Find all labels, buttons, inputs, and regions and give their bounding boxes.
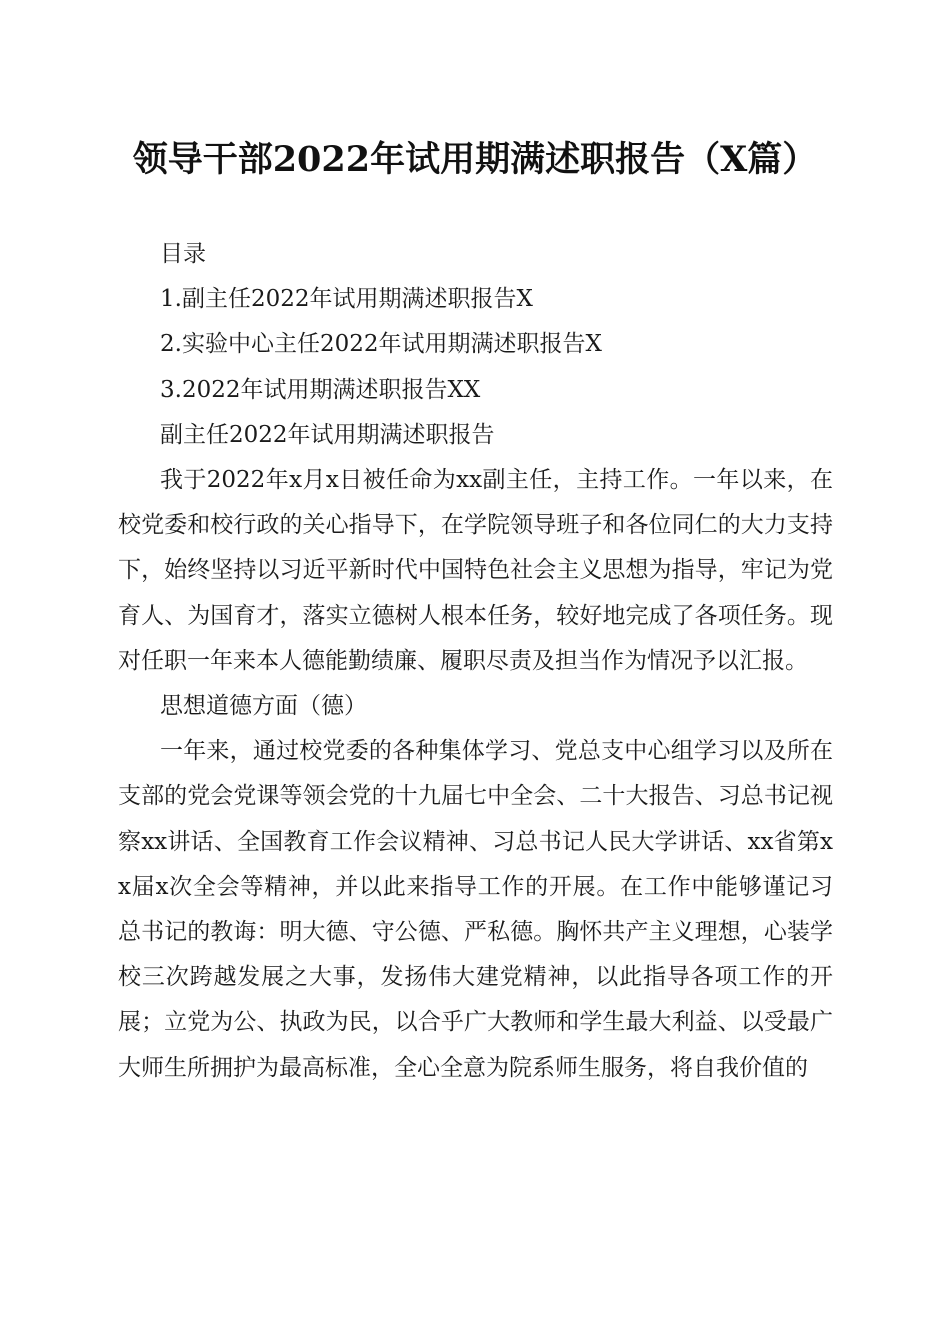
paragraph-1: 我于2022年x月x日被任命为xx副主任，主持工作。一年以来，在校党委和校行政的关心指导下，在学院领导班子和各位同仁的大力支持下，始终坚持以习近平新时代中国特色社会主义思想为指导，牢记为党育人、为国育才，落实立德树人根本任务，较好地完成了各项任务。现对任职一年来本人德能勤绩廉、履职尽责及担当作为情况予以汇报。 bbox=[118, 466, 833, 674]
toc-heading: 目录 bbox=[160, 241, 206, 267]
document-body bbox=[118, 232, 833, 1091]
paragraph-2: 一年来，通过校党委的各种集体学习、党总支中心组学习以及所在支部的党会党课等领会党的十九届七中全会、二十大报告、习总书记视察xx讲话、全国教育工作会议精神、习总书记人民大学讲话、xx省第xx届x次全会等精神，并以此来指导工作的开展。在工作中能够谨记习总书记的教诲：明大德、守公德、严私德。胸怀共产主义理想，心装学校三次跨越发展之大事，发扬伟大建党精神，以此指导各项工作的开展；立党为公、执政为民，以合乎广大教师和学生最大利益、以受最广大师生所拥护为最高标准，全心全意为院系师生服务，将自我价值的 bbox=[118, 738, 833, 1081]
toc-item-2: 2.实验中心主任2022年试用期满述职报告X bbox=[160, 331, 602, 358]
toc-item-1: 1.副主任2022年试用期满述职报告X bbox=[160, 286, 533, 313]
toc-item-3: 3.2022年试用期满述职报告XX bbox=[160, 376, 481, 403]
section-title: 副主任2022年试用期满述职报告 bbox=[160, 421, 495, 448]
document-title: 领导干部2022年试用期满述职报告（X篇） bbox=[132, 139, 818, 180]
subheading-ethics: 思想道德方面（德） bbox=[160, 692, 367, 719]
